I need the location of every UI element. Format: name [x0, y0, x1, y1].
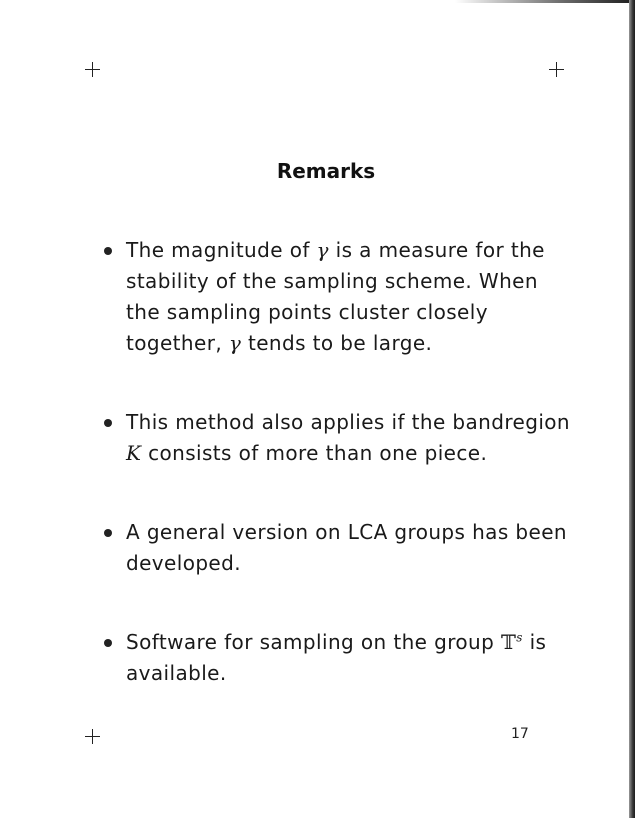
bullet-dot: [104, 247, 112, 255]
gamma-symbol: γ: [316, 238, 329, 262]
bullet-dot: [104, 419, 112, 427]
slide-title: Remarks: [276, 159, 376, 183]
bullet-dot: [104, 639, 112, 647]
bullet-item: [104, 517, 574, 579]
scan-edge-right: [629, 0, 635, 818]
scan-edge-top: [455, 0, 635, 3]
bullet-text: A general version on LCA groups has been developed.: [126, 520, 567, 575]
bullet-item: [104, 235, 574, 359]
registration-mark-top-right: [549, 62, 564, 77]
registration-mark-bottom-left: [85, 729, 100, 744]
bullet-item: [104, 627, 574, 689]
gamma-symbol: γ: [228, 331, 242, 355]
bullet-dot: [104, 529, 112, 537]
bullet-text: This method also applies if the bandregion K consists of more than one piece.: [126, 410, 570, 465]
k-symbol: K: [126, 441, 142, 465]
bullet-item: [104, 407, 574, 469]
bullet-text: Software for sampling on the group 𝕋$^s$ is available.: [126, 630, 547, 685]
torus-symbol: 𝕋: [500, 630, 517, 654]
registration-mark-top-left: [85, 62, 100, 77]
bullet-text: The magnitude of γ is a measure for the stability of the sampling scheme. When the sampling points cluster closely together, γ tends to be large.: [126, 238, 545, 355]
torus-exponent: s: [516, 630, 523, 645]
page-number: 17: [511, 726, 529, 742]
